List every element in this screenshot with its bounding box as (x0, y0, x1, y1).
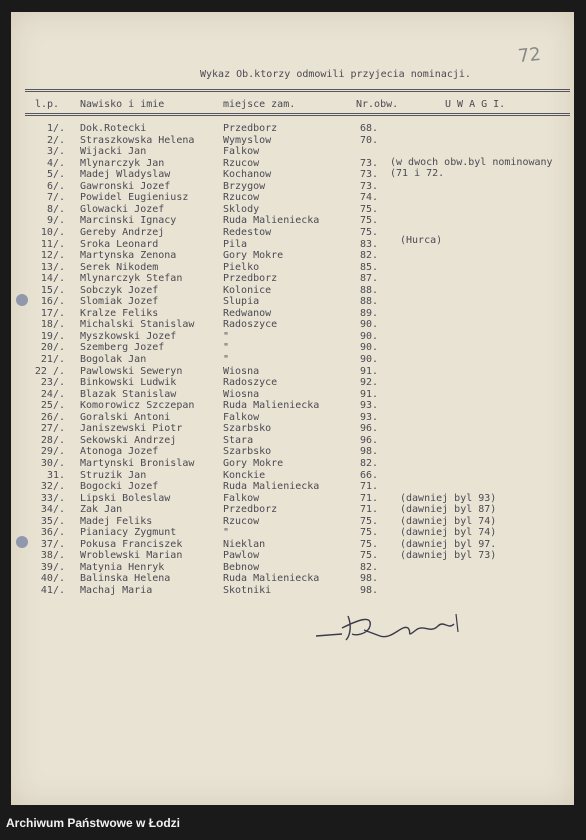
row-name: Pawlowski Seweryn (80, 365, 183, 377)
row-number: 16/. (40, 296, 65, 308)
row-obw: 75. (360, 226, 379, 238)
row-obw: 93. (360, 400, 379, 412)
row-obw: 82. (360, 250, 379, 262)
row-place: Rzucow (223, 192, 260, 204)
row-number: 13/. (40, 261, 65, 273)
row-obw: 75. (360, 215, 379, 227)
row-number: 8/. (46, 203, 65, 215)
row-number: 11/. (40, 238, 65, 250)
row-number: 39/. (40, 561, 65, 573)
row-obw: 91. (360, 365, 379, 377)
row-place: Falkow (223, 492, 260, 504)
row-name: Sroka Leonard (80, 238, 159, 250)
table-row (0, 123, 586, 135)
row-name: Matynia Henryk (80, 561, 165, 573)
row-name: Mlynarczyk Stefan (80, 273, 183, 285)
table-row (0, 527, 586, 539)
page-number: 72 (516, 43, 542, 68)
row-name: Martynski Bronislaw (80, 457, 195, 469)
double-rule (25, 113, 570, 116)
row-obw: 71. (360, 492, 379, 504)
row-number: 21/. (40, 354, 65, 365)
table-row (0, 400, 586, 412)
row-name: Slomiak Jozef (80, 296, 159, 308)
row-obw: 74. (360, 192, 379, 204)
row-place: Stara (223, 434, 254, 446)
row-name: Pianiacy Zygmunt (80, 527, 177, 539)
row-place: Redwanow (223, 307, 272, 319)
row-place: Szarbsko (223, 446, 272, 458)
row-number: 24/. (40, 388, 65, 400)
row-place: Rzucow (223, 515, 260, 527)
row-obw: 71. (360, 504, 379, 516)
row-note: (dawniej byl 97. (400, 538, 497, 550)
row-name: Machaj Maria (80, 585, 153, 596)
row-name: Gereby Andrzej (80, 226, 165, 238)
row-number: 41/. (40, 585, 65, 596)
table-row (0, 481, 586, 493)
row-place: Brzygow (223, 180, 266, 192)
row-obw: 75. (360, 515, 379, 527)
table-row (0, 516, 586, 528)
row-number: 38/. (40, 550, 65, 562)
row-number: 17/. (40, 307, 65, 319)
row-place: Gory Mokre (223, 457, 284, 469)
row-number: 20/. (40, 342, 65, 354)
table-row (0, 493, 586, 505)
row-name: Goralski Antoni (80, 411, 171, 423)
header-name: Nawisko i imie (80, 99, 165, 110)
table-row (0, 215, 586, 227)
table-row (0, 319, 586, 331)
row-obw: 75. (360, 527, 379, 539)
row-place: Pila (223, 238, 248, 250)
table-row (0, 423, 586, 435)
row-number: 23/. (40, 377, 65, 389)
row-obw: 66. (360, 469, 379, 481)
row-place: Slupia (223, 296, 260, 308)
row-obw: 88. (360, 284, 379, 296)
row-place: Przedborz (223, 504, 278, 516)
row-number: 4/. (46, 157, 65, 169)
row-number: 5/. (46, 169, 65, 181)
row-obw: 68. (360, 123, 379, 134)
row-name: Sekowski Andrzej (80, 434, 177, 446)
row-place: Radoszyce (223, 377, 278, 389)
table-row (0, 585, 586, 597)
row-obw: 98. (360, 573, 379, 585)
row-number: 35/. (40, 515, 65, 527)
row-number: 28/. (40, 434, 65, 446)
row-place: Szarbsko (223, 423, 272, 435)
row-place: " (223, 342, 230, 354)
table-row (0, 227, 586, 239)
side-note-line: (w dwoch obw.byl nominowany (390, 157, 553, 168)
row-obw: 82. (360, 457, 379, 469)
row-name: Myszkowski Jozef (80, 330, 177, 342)
table-row (0, 377, 586, 389)
row-name: Komorowicz Szczepan (80, 400, 195, 412)
row-obw: 90. (360, 330, 379, 342)
table-row (0, 308, 586, 320)
row-number: 27/. (40, 423, 65, 435)
row-name: Bogocki Jozef (80, 481, 159, 493)
row-place: Sklody (223, 203, 260, 215)
table-row (0, 539, 586, 551)
table-row (0, 204, 586, 216)
table-row (0, 550, 586, 562)
row-obw: 87. (360, 273, 379, 285)
row-obw: 88. (360, 296, 379, 308)
row-place: Ruda Malieniecka (223, 400, 320, 412)
row-number: 22 /. (34, 365, 65, 377)
row-note: (dawniej byl 87) (400, 504, 497, 516)
row-number: 6/. (46, 180, 65, 192)
row-obw: 73. (360, 180, 379, 192)
table-row (0, 135, 586, 147)
row-place: Wiosna (223, 365, 260, 377)
row-name: Blazak Stanislaw (80, 388, 177, 400)
row-place: Nieklan (223, 538, 266, 550)
row-place: " (223, 330, 230, 342)
row-name: Martynska Zenona (80, 250, 177, 262)
row-number: 33/. (40, 492, 65, 504)
row-number: 3/. (46, 146, 65, 158)
table-row (0, 342, 586, 354)
row-number: 31. (46, 469, 65, 481)
row-place: Ruda Malieniecka (223, 215, 320, 227)
row-number: 14/. (40, 273, 65, 285)
row-obw: 93. (360, 411, 379, 423)
row-name: Straszkowska Helena (80, 134, 195, 146)
row-name: Glowacki Jozef (80, 203, 165, 215)
struck-note: (Hurca) (400, 235, 443, 246)
table-row (0, 354, 586, 366)
row-obw: 90. (360, 319, 379, 331)
row-number: 29/. (40, 446, 65, 458)
row-number: 36/. (40, 527, 65, 539)
row-number: 37/. (40, 538, 65, 550)
document-title: Wykaz Ob.ktorzy odmowili przyjecia nominacji. (200, 69, 471, 80)
row-number: 18/. (40, 319, 65, 331)
row-name: Janiszewski Piotr (80, 423, 183, 435)
side-note (390, 157, 553, 179)
row-name: Gawronski Jozef (80, 180, 171, 192)
row-name: Wroblewski Marian (80, 550, 183, 562)
row-note: (dawniej byl 93) (400, 492, 497, 504)
table-row (0, 562, 586, 574)
row-obw: 91. (360, 388, 379, 400)
row-name: Marcinski Ignacy (80, 215, 177, 227)
row-name: Mlynarczyk Jan (80, 157, 165, 169)
row-name: Wijacki Jan (80, 146, 147, 158)
row-obw: 96. (360, 423, 379, 435)
row-name: Atonoga Jozef (80, 446, 159, 458)
row-number: 26/. (40, 411, 65, 423)
row-obw: 83. (360, 238, 379, 250)
table-row (0, 435, 586, 447)
row-number: 40/. (40, 573, 65, 585)
header-obw: Nr.obw. (356, 99, 399, 110)
row-number: 7/. (46, 192, 65, 204)
row-number: 19/. (40, 330, 65, 342)
row-number: 30/. (40, 457, 65, 469)
row-place: Przedborz (223, 123, 278, 134)
table-row (0, 504, 586, 516)
row-name: Zak Jan (80, 504, 123, 516)
table-row (0, 296, 586, 308)
table-row (0, 331, 586, 343)
table-row (0, 285, 586, 297)
row-place: Gory Mokre (223, 250, 284, 262)
table-row (0, 181, 586, 193)
row-number: 2/. (46, 134, 65, 146)
table-row (0, 573, 586, 585)
side-note-line: (71 i 72. (390, 168, 445, 179)
table-row (0, 192, 586, 204)
table-row (0, 262, 586, 274)
row-obw: 73. (360, 169, 379, 181)
row-number: 15/. (40, 284, 65, 296)
row-obw: 90. (360, 342, 379, 354)
row-obw: 75. (360, 538, 379, 550)
row-number: 32/. (40, 481, 65, 493)
table-row (0, 470, 586, 482)
row-place: Pielko (223, 261, 260, 273)
row-place: Wiosna (223, 388, 260, 400)
row-name: Bogolak Jan (80, 354, 147, 365)
row-place: Konckie (223, 469, 266, 481)
row-name: Serek Nikodem (80, 261, 159, 273)
row-name: Madej Feliks (80, 515, 153, 527)
row-note: (dawniej byl 73) (400, 550, 497, 562)
header-place: miejsce zam. (223, 99, 296, 110)
row-place: Pawlow (223, 550, 260, 562)
row-name: Szemberg Jozef (80, 342, 165, 354)
row-name: Pokusa Franciszek (80, 538, 183, 550)
row-obw: 75. (360, 550, 379, 562)
row-place: Przedborz (223, 273, 278, 285)
table-row (0, 250, 586, 262)
table-row (0, 389, 586, 401)
row-number: 9/. (46, 215, 65, 227)
row-obw: 85. (360, 261, 379, 273)
table-row (0, 273, 586, 285)
row-name: Kralze Feliks (80, 307, 159, 319)
row-note: (dawniej byl 74) (400, 515, 497, 527)
table-row (0, 458, 586, 470)
row-place: " (223, 354, 230, 365)
row-place: Redestow (223, 226, 272, 238)
row-place: Kochanow (223, 169, 272, 181)
archive-label: Archiwum Państwowe w Łodzi (6, 816, 181, 830)
header-remarks: U W A G I. (445, 99, 506, 110)
row-place: Kolonice (223, 284, 272, 296)
row-note: (dawniej byl 74) (400, 527, 497, 539)
row-number: 10/. (40, 226, 65, 238)
row-obw: 71. (360, 481, 379, 493)
row-place: Falkow (223, 146, 260, 158)
row-name: Madej Wladyslaw (80, 169, 171, 181)
row-name: Powidel Eugieniusz (80, 192, 189, 204)
row-name: Struzik Jan (80, 469, 147, 481)
row-number: 34/. (40, 504, 65, 516)
row-obw: 98. (360, 585, 379, 596)
row-place: " (223, 527, 230, 539)
row-name: Dok.Rotecki (80, 123, 147, 134)
row-name: Balinska Helena (80, 573, 171, 585)
row-obw: 96. (360, 434, 379, 446)
row-place: Ruda Malieniecka (223, 481, 320, 493)
row-obw: 92. (360, 377, 379, 389)
row-place: Wymyslow (223, 134, 272, 146)
row-number: 25/. (40, 400, 65, 412)
row-obw: 70. (360, 134, 379, 146)
table-row (0, 446, 586, 458)
table-row (0, 412, 586, 424)
row-name: Michalski Stanislaw (80, 319, 195, 331)
row-obw: 73. (360, 157, 379, 169)
table-row (0, 366, 586, 378)
footer-bar (0, 806, 586, 840)
table-row (0, 239, 586, 251)
row-obw: 82. (360, 561, 379, 573)
row-name: Lipski Boleslaw (80, 492, 171, 504)
row-place: Skotniki (223, 585, 272, 596)
double-rule (25, 89, 570, 92)
row-place: Ruda Malieniecka (223, 573, 320, 585)
header-lp: l.p. (35, 99, 60, 110)
row-number: 1/. (46, 123, 65, 134)
signature (312, 606, 472, 646)
row-name: Binkowski Ludwik (80, 377, 177, 389)
row-place: Falkow (223, 411, 260, 423)
row-place: Rzucow (223, 157, 260, 169)
row-obw: 89. (360, 307, 379, 319)
row-obw: 98. (360, 446, 379, 458)
row-obw: 75. (360, 203, 379, 215)
row-obw: 90. (360, 354, 379, 365)
row-number: 12/. (40, 250, 65, 262)
row-name: Sobczyk Jozef (80, 284, 159, 296)
row-place: Radoszyce (223, 319, 278, 331)
row-place: Bebnow (223, 561, 260, 573)
